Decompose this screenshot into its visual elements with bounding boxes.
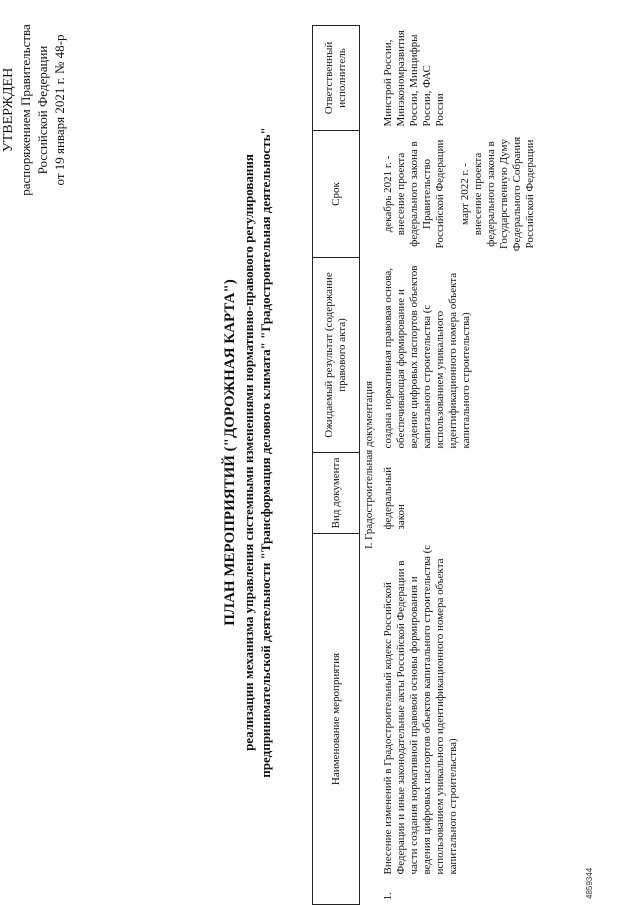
document-subtitle: предпринимательской деятельности "Трансформация делового климата" "Градостроительная деятельность" — [258, 127, 273, 778]
plan-table — [312, 25, 540, 905]
header-name: Наименование мероприятия — [313, 534, 360, 905]
table-row — [379, 26, 540, 905]
header-result: Ожидаемый результат (содержание правового акта) — [313, 258, 360, 453]
header-term: Срок — [313, 131, 360, 258]
row-result: создана нормативная правовая основа, обеспечивающая формирование и ведение цифровых паспортов объектов капитального строительства (с использованием уникального идентификационного номера объекта капитального строительства) — [382, 265, 472, 449]
section-title: I. Градостроительная документация — [363, 380, 375, 550]
approval-line: распоряжением Правительства — [18, 24, 33, 196]
row-type: федеральный закон — [382, 467, 407, 530]
row-responsible: Минстрой России, Минэкономразвития России, Минцифры России, ФАС России — [382, 30, 446, 127]
document-id: 4859344 — [585, 867, 594, 899]
approval-line: Российской Федерации — [35, 45, 50, 175]
approval-stamp — [0, 5, 68, 215]
section-row — [360, 26, 380, 905]
term-date: декабрь 2021 г. - — [382, 155, 394, 233]
term-text: внесение проекта федерального закона в Правительство Российской Федерации — [395, 139, 446, 249]
term-text: внесение проекта федерального закона в Государственную Думу Федерального Собрания Российской Федерации — [472, 136, 536, 252]
document-title-block — [220, 20, 274, 885]
row-name: Внесение изменений в Градостроительный кодекс Российской Федерации и иные законодательные акты Российской Федерации в части создания нормативной правовой основы формирования и ведения цифровых паспортов объектов капитального строительства (с использованием уникального идентификационного номера объекта капитального строительства) — [382, 544, 459, 875]
approval-line: от 19 января 2021 г. № 48-р — [52, 34, 67, 186]
header-responsible: Ответственный исполнитель — [313, 26, 360, 131]
approval-heading: УТВЕРЖДЕН — [1, 67, 16, 153]
document-subtitle: реализации механизма управления системными изменениями нормативно-правового регулирования — [241, 154, 256, 751]
row-number: 1. — [382, 892, 394, 901]
term-date: март 2022 г. - — [459, 163, 471, 225]
document-title: ПЛАН МЕРОПРИЯТИЙ ("ДОРОЖНАЯ КАРТА") — [222, 279, 238, 626]
header-type: Вид документа — [313, 453, 360, 534]
table-header-row — [313, 26, 360, 905]
row-term — [379, 131, 540, 258]
